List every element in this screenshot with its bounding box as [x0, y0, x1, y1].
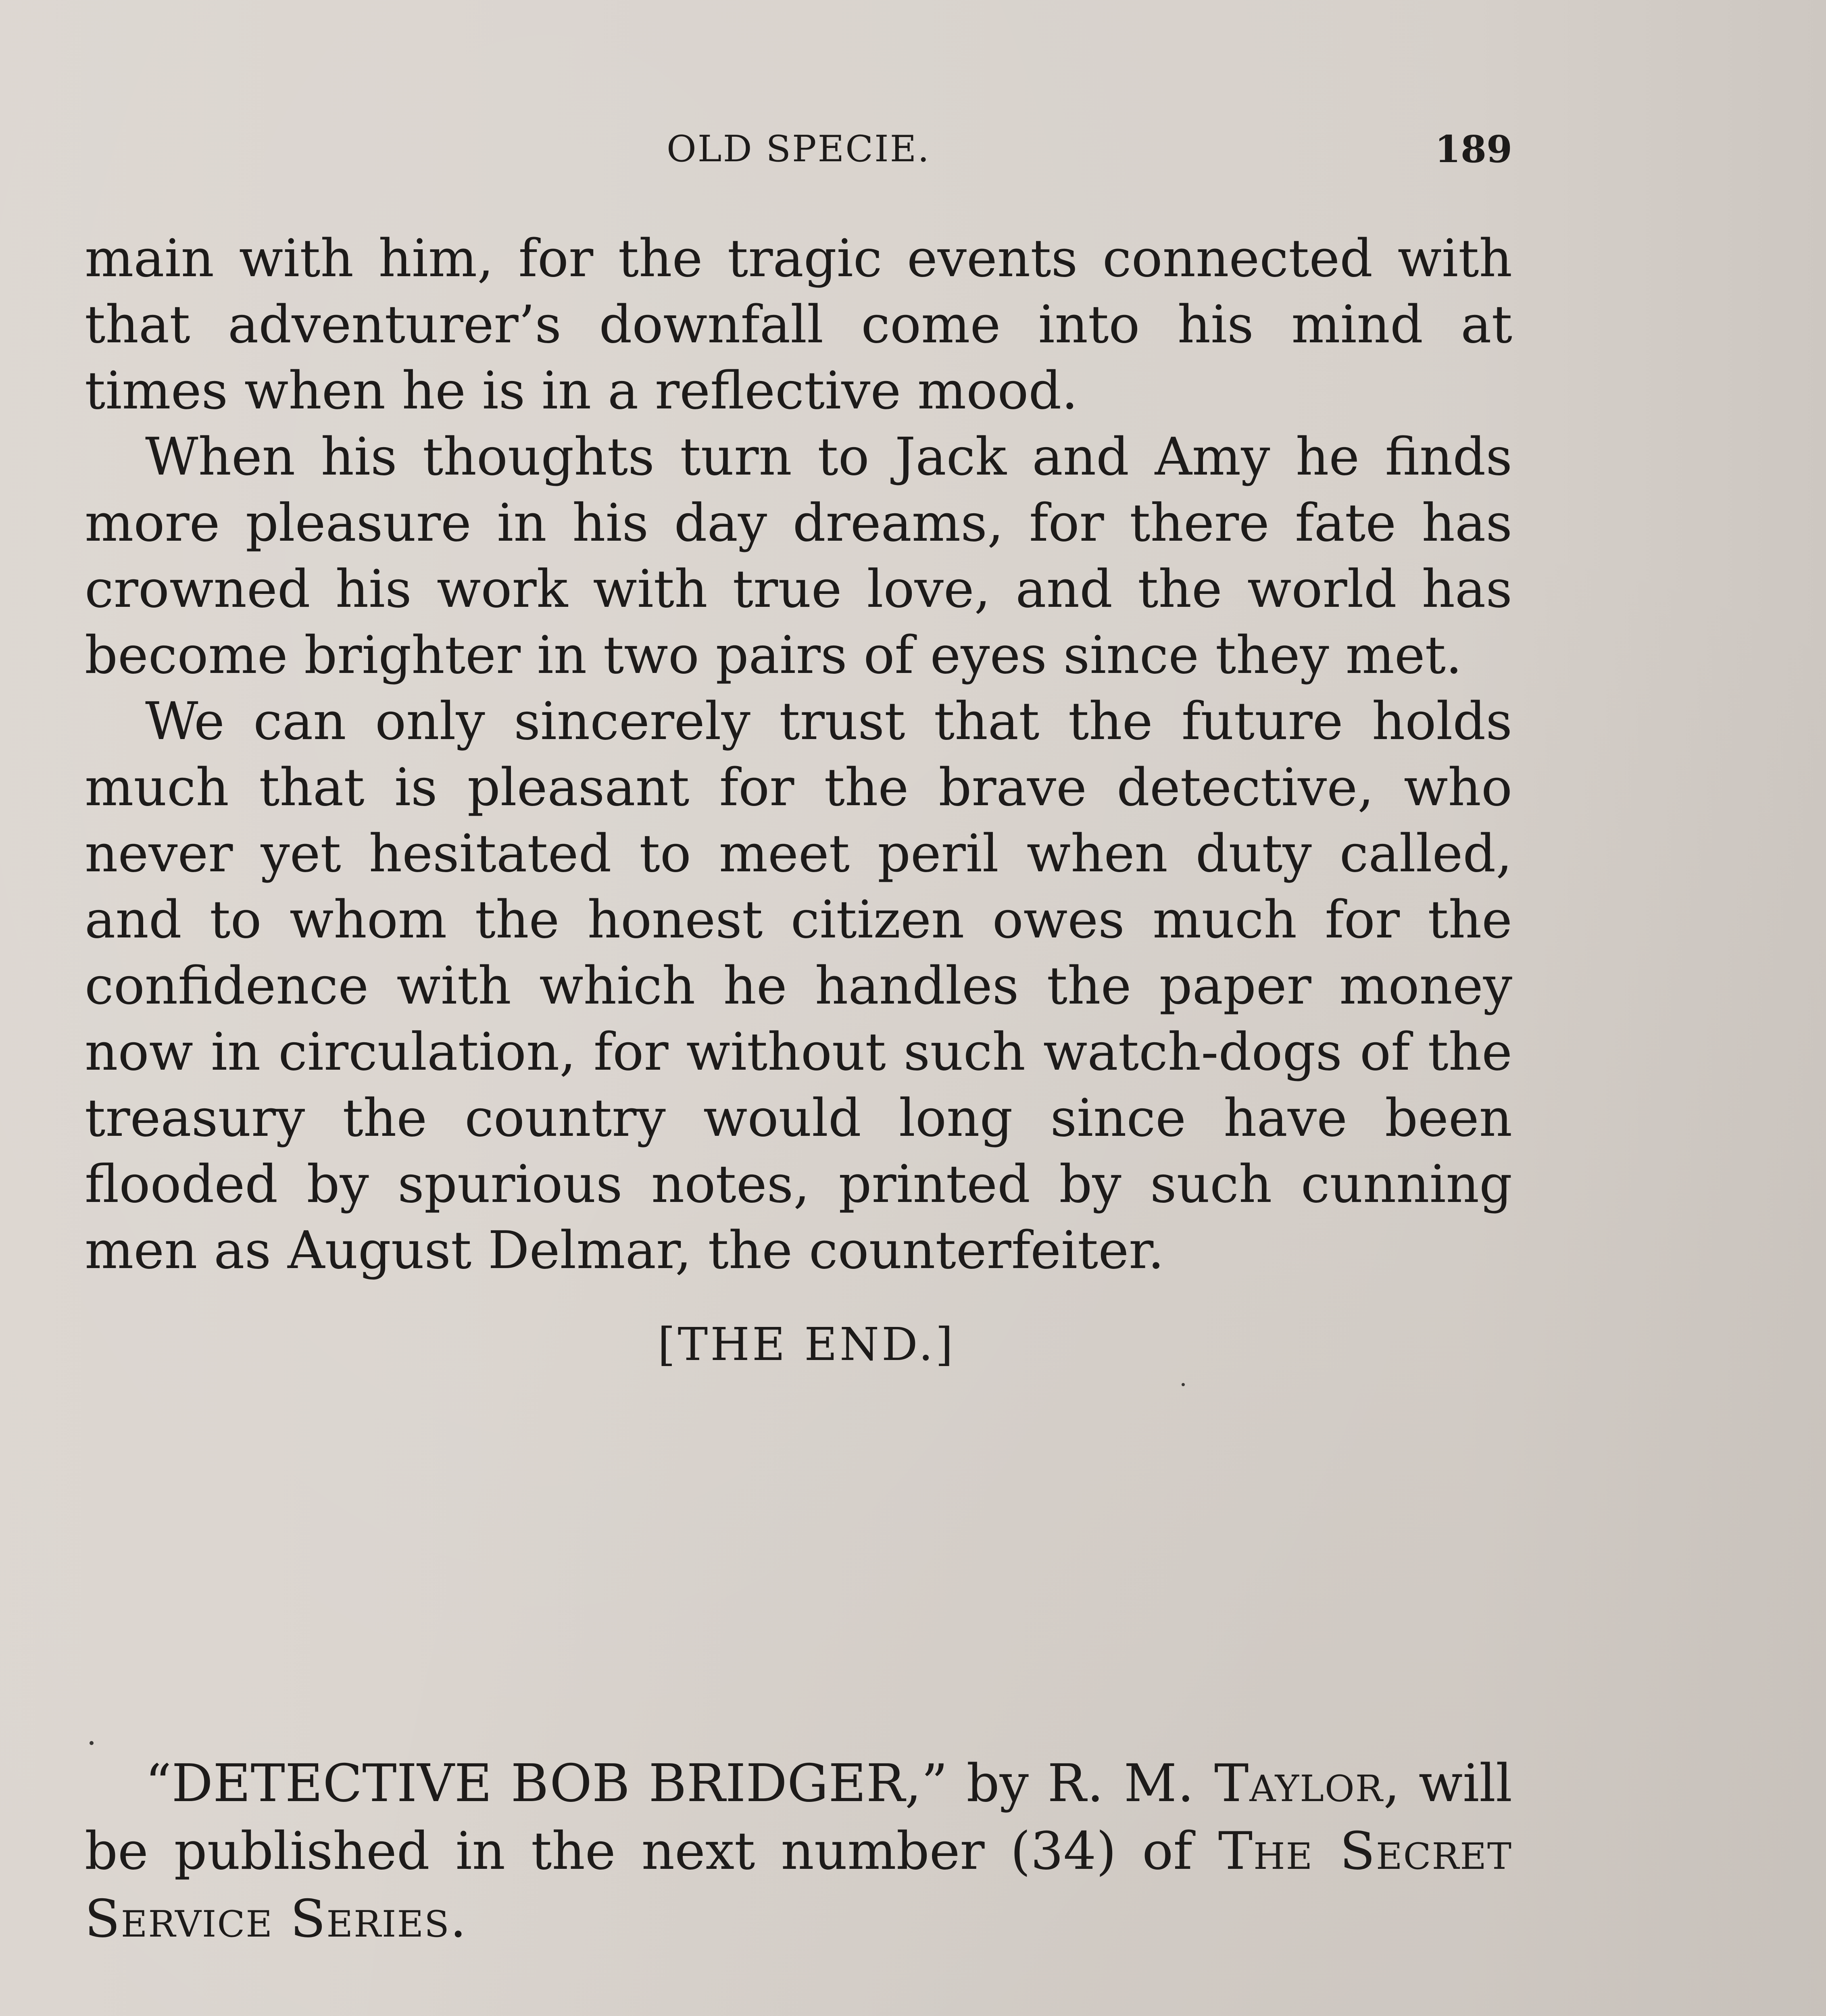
next-number-announcement: [85, 1750, 1512, 1953]
announcement-series: The Secret Service Series: [85, 1821, 1513, 1949]
announcement-middle: , will be published in the next number (34) of: [85, 1754, 1513, 1881]
page-number: 189: [1434, 127, 1512, 171]
announcement-text: [85, 1750, 1512, 1953]
announcement-by: by: [966, 1754, 1029, 1814]
paragraph-2: When his thoughts turn to Jack and Amy he finds more pleasure in his day dreams, for there fate has crowned his work with true love, and the world has become brighter in two pairs of eyes since they met.: [85, 427, 1512, 685]
paragraph-1: main with him, for the tragic events connected with that adventurer’s downfall come into his mind at times when he is in a reflective mood.: [85, 229, 1512, 421]
running-title: OLD SPECIE.: [667, 128, 930, 170]
running-head: [85, 121, 1512, 177]
paragraph-3: We can only sincerely trust that the future holds much that is pleasant for the brave detective, who never yet hesitated to meet peril when duty called, and to whom the honest citizen owes much for the confidence with which he handles the paper money now in circulation, for without such watch-dogs of the treasury the country would long since have been flooded by spurious notes, printed by such cunning men as August Delmar, the counterfeiter.: [85, 691, 1512, 1281]
announcement-author: R. M. Taylor: [1047, 1754, 1384, 1814]
the-end-marker: [THE END.]: [657, 1318, 956, 1371]
stray-dot: [1182, 1383, 1185, 1386]
announcement-title: “DETECTIVE BOB BRIDGER,”: [145, 1754, 948, 1814]
stray-dot: [90, 1741, 94, 1745]
announcement-end: .: [450, 1889, 467, 1949]
body-text: [85, 226, 1512, 1284]
